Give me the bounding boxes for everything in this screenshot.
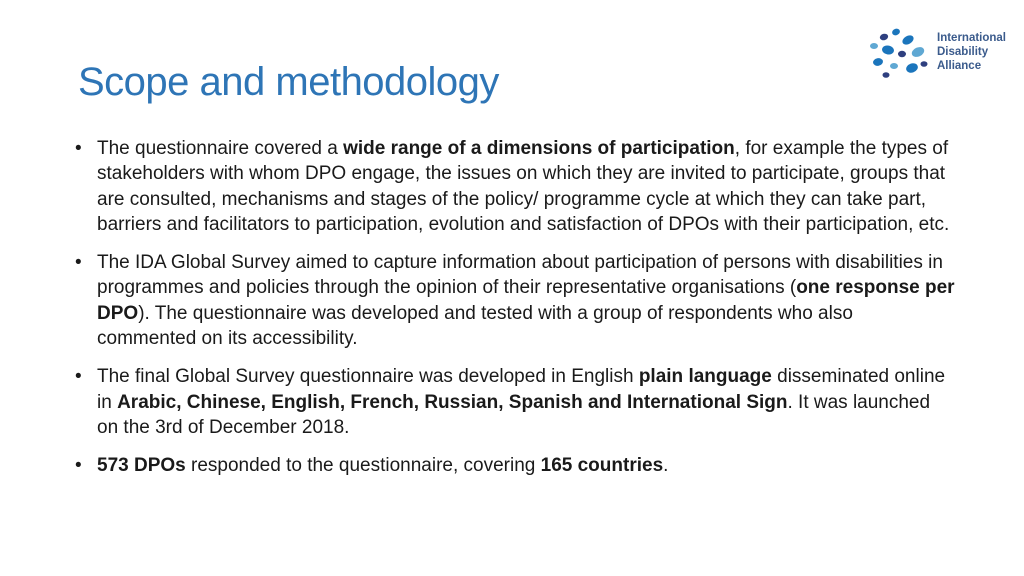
logo-line: Alliance: [937, 60, 982, 72]
bullet-list: [75, 136, 955, 492]
bullet-text: The final Global Survey questionnaire was developed in English plain language disseminated online in Arabic, Chinese, English, French, Russian, Spanish and International Sign. It was launched on the 3rd of December 2018.: [97, 366, 946, 438]
bullet-text: The questionnaire covered a wide range of a dimensions of participation, for example the types of stakeholders with whom DPO engage, the issues on which they are invited to participate, groups that are consulted, mechanisms and stages of the policy/ programme cycle at which they can take part, barriers and facilitators to participation, evolution and satisfaction of DPOs with their participation, etc.: [97, 138, 950, 235]
bullet-item: [75, 364, 955, 440]
bullet-marker: •: [75, 138, 82, 159]
logo-line: International: [937, 32, 1007, 44]
bullet-marker: •: [75, 455, 82, 477]
bullet-marker: •: [75, 252, 82, 274]
ida-logo: [866, 26, 1016, 80]
ida-logo-wordmark: [937, 31, 1006, 73]
bullet-text: 573 DPOs responded to the questionnaire, covering 165 countries.: [97, 455, 669, 477]
bullet-item: [75, 250, 955, 351]
slide-title: Scope and methodology: [78, 60, 499, 104]
bullet-text: The IDA Global Survey aimed to capture information about participation of persons with disabilities in programmes and policies through the opinion of their representative organisations (one response per DPO). The questionnaire was developed and tested with a group of respondents who also commented on its accessibility.: [97, 252, 955, 350]
logo-line: Disability: [937, 46, 989, 58]
bullet-item: [75, 136, 955, 237]
bullet-marker: •: [75, 366, 82, 388]
bullet-item: [75, 453, 955, 478]
ida-logo-icon: [866, 26, 932, 80]
